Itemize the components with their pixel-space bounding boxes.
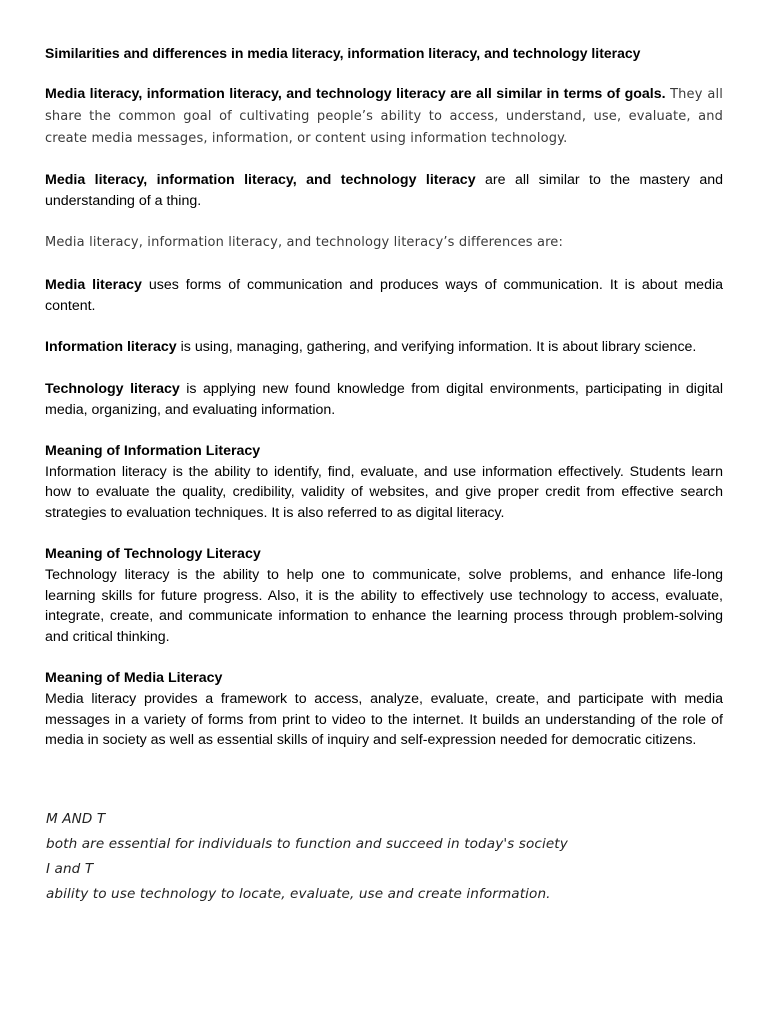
section-media-literacy-text: Media literacy provides a framework to access, analyze, evaluate, create, and participate with media messages in a variety of forms from print to video to the internet. It builds an understanding of the role of media in society as well as essential skills of inquiry and self-expression needed for democratic citizens. [45, 690, 723, 749]
heading-technology-literacy: Meaning of Technology Literacy [45, 545, 261, 562]
paragraph-mastery-bold: Media literacy, information literacy, and technology literacy [45, 172, 476, 189]
document-title: Similarities and differences in media literacy, information literacy, and technology literacy [45, 45, 641, 61]
paragraph-technology-literacy-text: is applying new found knowledge from digital environments, participating in digital media, organizing, and evaluating information. [45, 381, 723, 418]
paragraph-goals [45, 84, 723, 149]
paragraph-information-literacy-text: is using, managing, gathering, and verifying information. It is about library science. [180, 339, 697, 356]
paragraph-information-literacy-bold: Information literacy [45, 339, 177, 356]
paragraph-technology-literacy-bold: Technology literacy [45, 381, 180, 398]
note-line-2: both are essential for individuals to function and succeed in today's society [46, 836, 568, 852]
note-line-4: ability to use technology to locate, evaluate, use and create information. [46, 886, 551, 902]
paragraph-goals-text: They all share the common goal of cultivating people’s ability to access, understand, use, evaluate, and create media messages, information, or content using information technology. [45, 87, 723, 146]
heading-media-literacy: Meaning of Media Literacy [45, 669, 223, 686]
section-technology-literacy-text: Technology literacy is the ability to help one to communicate, solve problems, and enhance life-long learning skills for future progress. Also, it is the ability to effectively use technology to access, evaluate, integrate, create, and communicate information to enhance the learning process through problem-solving and critical thinking. [45, 566, 723, 646]
paragraph-technology-literacy [45, 379, 723, 421]
document-body [45, 43, 723, 751]
paragraph-mastery-text: are all similar to the mastery and understanding of a thing. [45, 172, 724, 210]
paragraph-goals-bold: Media literacy, information literacy, and technology literacy are all similar in terms of goals. [45, 86, 666, 102]
note-line-1: M AND T [46, 811, 106, 827]
paragraph-mastery [45, 170, 723, 212]
note-line-3: I and T [46, 861, 94, 877]
paragraph-information-literacy [45, 337, 723, 358]
paragraph-differences-intro: Media literacy, information literacy, and technology literacy’s differences are: [45, 234, 563, 250]
section-information-literacy-text: Information literacy is the ability to identify, find, evaluate, and use information effectively. Students learn how to evaluate the quality, credibility, validity of websites, and give proper credit from effective search strategies to evaluation techniques. It is also referred to as digital literacy. [45, 463, 723, 522]
heading-information-literacy: Meaning of Information Literacy [45, 442, 261, 459]
handwritten-notes [46, 807, 646, 907]
paragraph-media-literacy [45, 275, 723, 317]
paragraph-media-literacy-text: uses forms of communication and produces ways of communication. It is about media content. [45, 276, 723, 314]
paragraph-media-literacy-bold: Media literacy [45, 276, 142, 293]
